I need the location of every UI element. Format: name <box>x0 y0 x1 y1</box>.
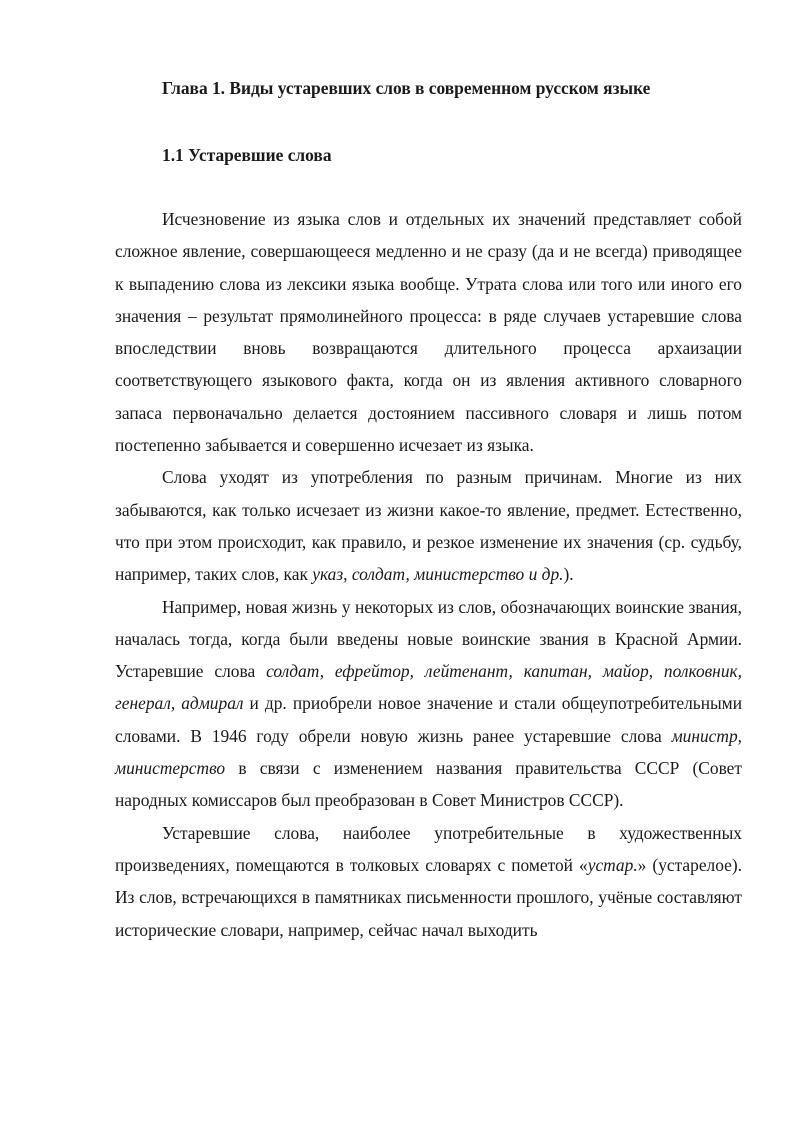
paragraph: Например, новая жизнь у некоторых из слов, обозначающих воинские звания, началась тогда, когда были введены новые воинские звания в Красной Армии. Устаревшие слова солдат, ефрейтор, лейтенант, капитан, майор, полковник, генерал, адмирал и др. приобрели новое значение и стали общеупотребительными словами. В 1946 году обрели новую жизнь ранее устаревшие слова министр, министерство в связи с изменением названия правительства СССР (Совет народных комиссаров был преобразован в Совет Министров СССР). <box>115 596 742 811</box>
italic-term: указ, солдат, министерство и др. <box>312 564 564 585</box>
italic-term: министр, министерство <box>115 725 742 779</box>
paragraph: Слова уходят из употребления по разным причинам. Многие из них забываются, как только исчезает из жизни какое-то явление, предмет. Естественно, что при этом происходит, как правило, и резкое изменение их значения (ср. судьбу, например, таких слов, как указ, солдат, министерство и др.). <box>115 467 742 585</box>
italic-term: солдат, ефрейтор, лейтенант, капитан, майор, полковник, генерал, адмирал <box>115 661 742 714</box>
italic-term: устар. <box>587 854 638 875</box>
section-title: 1.1 Устаревшие слова <box>162 145 332 165</box>
paragraph: Устаревшие слова, наиболее употребительные в художественных произведениях, помещаются в толковых словарях с пометой «устар.» (устарелое). Из слов, встречающихся в памятниках письменности прошлого, учёные составляют исторические словари, например, сейчас начал выходить <box>115 822 743 940</box>
body-text <box>115 203 742 946</box>
chapter-title: Глава 1. Виды устаревших слов в современном русском языке <box>162 78 651 98</box>
paragraph: Исчезновение из языка слов и отдельных их значений представляет собой сложное явление, совершающееся медленно и не сразу (да и не всегда) приводящее к выпадению слова из лексики языка вообще. Утрата слова или того или иного его значения – результат прямолинейного процесса: в ряде случаев устаревшие слова впоследствии вновь возвращаются длительного процесса архаизации соответствующего языкового факта, когда он из явления активного словарного запаса первоначально делается достоянием пассивного словаря и лишь потом постепенно забывается и совершенно исчезает из языка. <box>115 209 742 456</box>
